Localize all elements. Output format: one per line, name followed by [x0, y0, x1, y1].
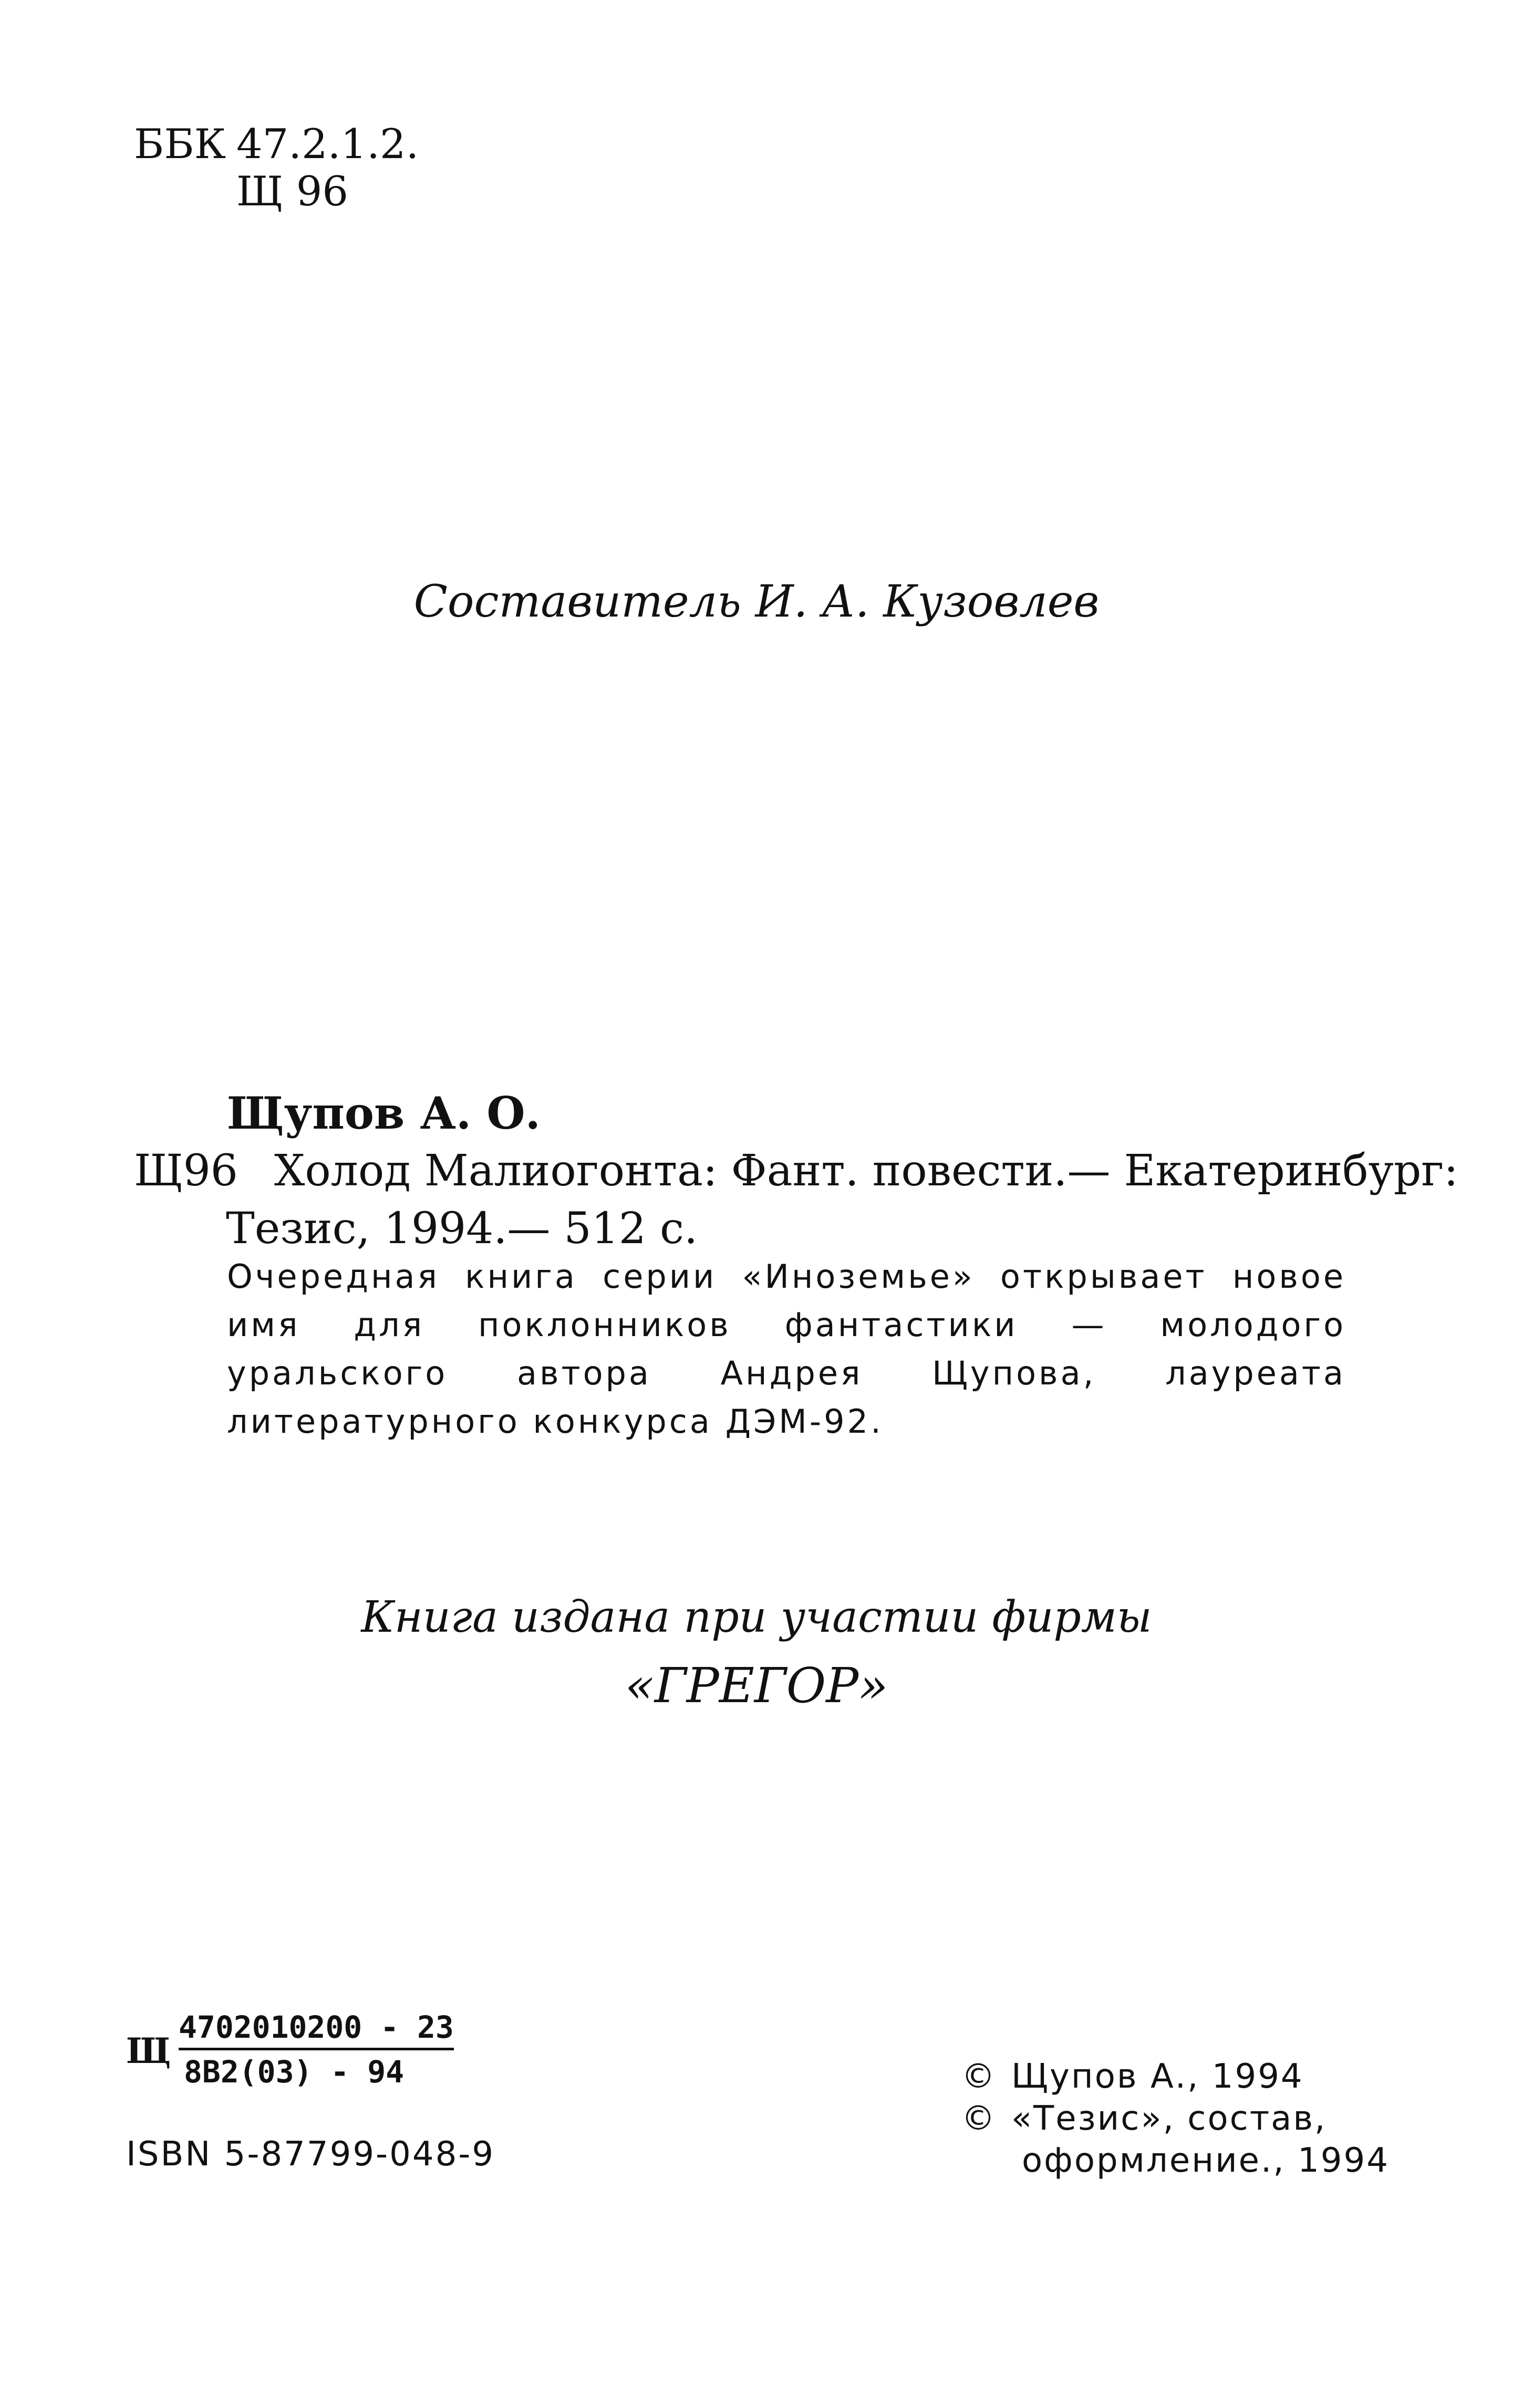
copyright-design: оформление., 1994 [1022, 2141, 1390, 2180]
catalog-denominator: 8В2(03) - 94 [184, 2054, 405, 2090]
firm-name: «ГРЕГОР» [625, 1658, 888, 1714]
isbn: ISBN 5-87799-048-9 [126, 2135, 495, 2174]
author-index: Щ 96 [236, 168, 349, 215]
title-line: Холод Малиогонта: Фант. повести.— Екатеринбург: [274, 1146, 1458, 1196]
bbk-code: 47.2.1.2. [236, 121, 419, 168]
imprint-line: Тезис, 1994.— 512 с. [226, 1204, 698, 1254]
compiler-line: Составитель И. А. Кузовлев [413, 576, 1100, 627]
author-heading: Щупов А. О. [227, 1087, 541, 1139]
catalog-letter: Щ [126, 2030, 171, 2071]
annotation-paragraph: Очередная книга серии «Иноземье» открывает новое имя для поклонников фантастики — молодого уральского автора Андрея Щупова, лауреата литературного конкурса ДЭМ-92. [227, 1257, 1346, 1441]
cutter-code: Щ96 [134, 1146, 238, 1196]
copyright-icon: © [961, 2057, 997, 2096]
bbk-label: ББК [134, 121, 226, 168]
copyright-author: Щупов А., 1994 [1011, 2057, 1304, 2096]
bibliographic-description [226, 1142, 1458, 1258]
catalog-numerator: 4702010200 - 23 [179, 2009, 454, 2050]
copyright-publisher: «Тезис», состав, [1011, 2099, 1327, 2138]
copyright-icon: © [961, 2099, 997, 2138]
publication-note: Книга издана при участии фирмы [361, 1592, 1152, 1642]
